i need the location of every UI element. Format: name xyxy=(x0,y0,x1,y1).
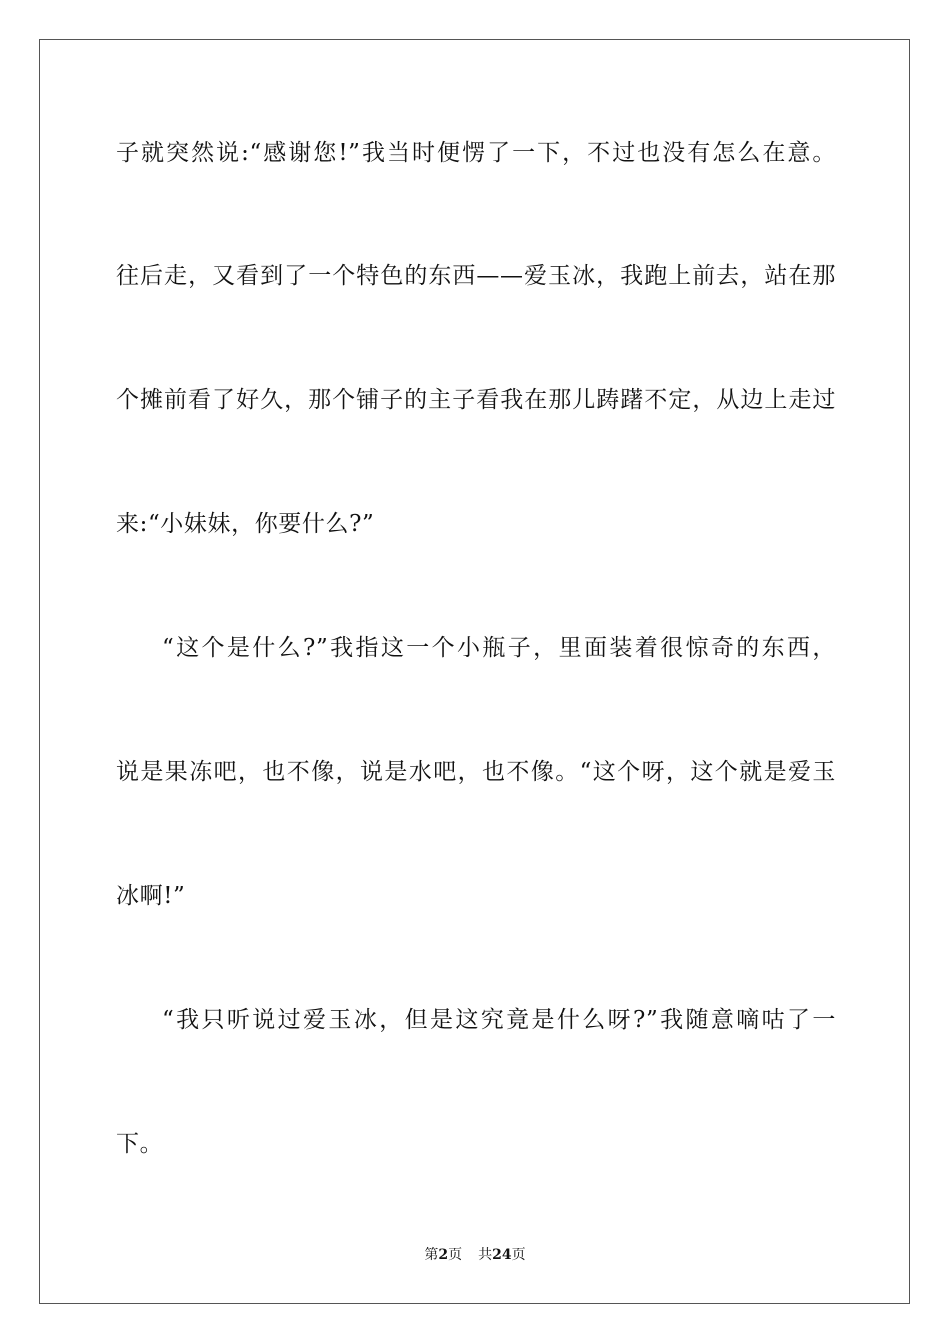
page-prefix: 第 xyxy=(424,1247,439,1263)
body-text-line: 说是果冻吧，也不像，说是水吧，也不像。“这个呀，这个就是爱玉 xyxy=(116,759,836,785)
total-suffix: 页 xyxy=(511,1247,526,1263)
body-text-line: 子就突然说:“感谢您!”我当时便愣了一下，不过也没有怎么在意。 xyxy=(116,140,836,166)
total-prefix: 共 xyxy=(478,1247,493,1263)
paragraph-start-line: “这个是什么?”我指这一个小瓶子，里面装着很惊奇的东西， xyxy=(162,635,836,661)
body-text-line: 来:“小妹妹，你要什么?” xyxy=(116,511,375,537)
page-border xyxy=(39,39,910,1304)
paragraph-start-line: “我只听说过爱玉冰，但是这究竟是什么呀?”我随意嘀咕了一 xyxy=(162,1007,836,1033)
total-pages: 24 xyxy=(492,1247,512,1263)
body-text-line: 往后走，又看到了一个特色的东西——爱玉冰，我跑上前去，站在那 xyxy=(116,263,836,289)
page-suffix: 页 xyxy=(448,1247,463,1263)
body-text-line: 个摊前看了好久，那个铺子的主子看我在那儿踌躇不定，从边上走过 xyxy=(116,387,836,413)
body-text-line: 冰啊!” xyxy=(116,883,186,909)
page-number: 2 xyxy=(438,1247,449,1263)
body-text-line: 下。 xyxy=(116,1131,164,1157)
page-footer xyxy=(0,1246,950,1264)
